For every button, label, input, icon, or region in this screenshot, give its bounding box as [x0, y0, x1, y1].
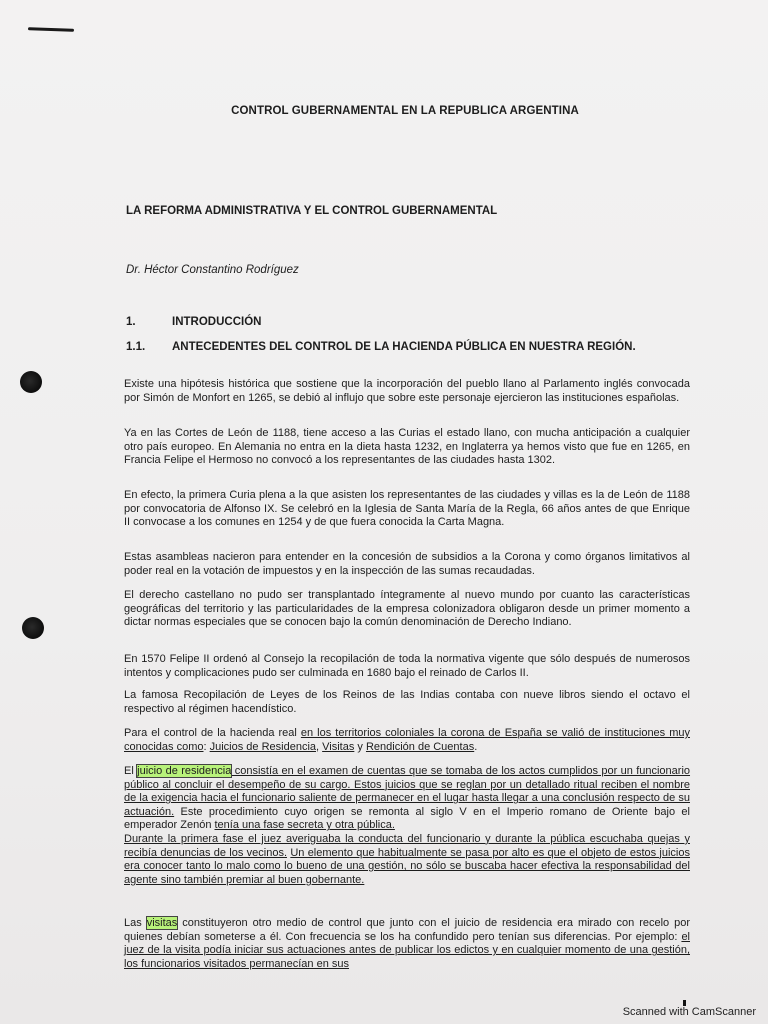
highlighted-term-juicio-de-residencia: juicio de residencia — [137, 765, 232, 777]
text-run: y — [354, 740, 366, 753]
camscanner-watermark: Scanned with CamScanner — [622, 1006, 756, 1018]
section-heading-introduccion — [126, 316, 261, 328]
paragraph-8 — [124, 727, 690, 754]
paragraph-9 — [124, 765, 690, 887]
underlined-text: el juez de la visita podía iniciar sus actuaciones antes de publicar los edictos y en cualquier momento de una gestión, los funcionarios visitados permanecían en sus — [124, 930, 690, 970]
section-title: ANTECEDENTES DEL CONTROL DE LA HACIENDA PÚBLICA EN NUESTRA REGIÓN. — [172, 341, 636, 353]
text-run: , — [316, 740, 323, 753]
section-number: 1.1. — [126, 341, 146, 353]
paragraph-2: Ya en las Cortes de León de 1188, tiene acceso a las Curias el estado llano, con mucha anticipación a cualquier otro país europeo. En Alemania no entra en la dieta hasta 1232, en Inglaterra ya hemos visto que fue en 1265, en Francia Felipe el Hermoso no convocó a los representantes de las ciudades hasta 1302. — [124, 427, 690, 467]
paragraph-6: En 1570 Felipe II ordenó al Consejo la recopilación de toda la normativa vigente que sólo después de numerosos intentos y complicaciones pudo ser culminada en 1680 bajo el reinado de Carlos II. — [124, 653, 690, 679]
highlighted-term-visitas: visitas — [146, 917, 178, 929]
section-title: INTRODUCCIÓN — [172, 316, 262, 328]
author-name: Dr. Héctor Constantino Rodríguez — [126, 264, 299, 276]
paragraph-5: El derecho castellano no pudo ser transplantado íntegramente al nuevo mundo por cuanto las características geográficas del territorio y las particularidades de la empresa colonizadora obligaron desde un primer momento a dictar normas especiales que se conocen bajo la común denominación de Derecho Indiano. — [124, 589, 690, 629]
punch-hole-top — [20, 371, 42, 393]
section-number: 1. — [126, 316, 136, 328]
document-subtitle: LA REFORMA ADMINISTRATIVA Y EL CONTROL GUBERNAMENTAL — [126, 205, 498, 217]
underlined-text: consistía en el examen de cuentas que se tomaba de los actos cumplidos por un funcionario público al concluir el desempeño de su cargo. Estos juicios que se reglan por un detallado ritual reciben el nombre de la exigencia hacia el funcionario saliente de permanecer en el lugar hasta llegar a una conclusión respecto de su actuación. — [124, 765, 691, 818]
text-run: Este procedimiento cuyo origen se remonta al siglo V en el Imperio romano de Oriente bajo el emperador Zenón — [124, 805, 690, 832]
text-run: . — [474, 740, 478, 753]
underlined-text: tenía una fase secreta y otra pública. — [214, 819, 395, 832]
underlined-term-visitas: Visitas — [322, 740, 355, 753]
text-run: constituyeron otro medio de control que junto con el juicio de residencia era mirado con recelo por quienes debían someterse a él. Con frecuencia se los ha confundido pero tenían sus diferencias. Por ejemplo: — [124, 917, 690, 943]
underlined-text: Un elemento que habitualmente se pasa por alto es que el objeto de estos juicios era conocer tanto lo malo como lo bueno de una gestión, no sólo se buscaba hacer efectiva la responsabilidad del agente sino también premiar al buen gobernante. — [124, 846, 690, 886]
text-run: Las — [124, 917, 147, 929]
document-title: CONTROL GUBERNAMENTAL EN LA REPUBLICA ARGENTINA — [231, 105, 579, 117]
paragraph-10 — [124, 917, 690, 971]
underlined-term-rendicion: Rendición de Cuentas — [365, 740, 475, 753]
section-heading-antecedentes — [126, 341, 636, 353]
underlined-term-juicios: Juicios de Residencia — [209, 740, 317, 753]
pen-stroke-mark — [28, 27, 74, 32]
text-run: Para el control de la hacienda real — [124, 727, 301, 739]
paragraph-3: En efecto, la primera Curia plena a la que asisten los representantes de las ciudades y villas es la de León de 1188 por convocatoria de Alfonso IX. Se celebró en la Iglesia de Santa María de la Regla, 66 años antes de que Enrique II convocase a los comunes en 1254 y de que fuera conocida la Carta Magna. — [124, 489, 690, 529]
paragraph-1: Existe una hipótesis histórica que sostiene que la incorporación del pueblo llano al Parlamento inglés convocada por Simón de Monfort en 1265, se debió al influjo que sobre este personaje ejercieron las instituciones españolas. — [124, 378, 690, 404]
text-run: El — [124, 765, 138, 777]
text-run: : — [203, 740, 210, 753]
underlined-text: Durante la primera fase el juez averiguaba la conducta del funcionario y durante la pública escuchaba quejas y recibía denuncias de los vecinos. — [124, 832, 690, 859]
paragraph-7: La famosa Recopilación de Leyes de los Reinos de las Indias contaba con nueve libros siendo el octavo el respectivo al régimen hacendístico. — [124, 689, 690, 715]
paragraph-4: Estas asambleas nacieron para entender en la concesión de subsidios a la Corona y como órganos limitativos al poder real en la votación de impuestos y en la inspección de las sumas recaudadas. — [124, 551, 690, 577]
underlined-text: en los territorios coloniales la corona de España se valió de instituciones muy conocidas como — [124, 727, 690, 753]
punch-hole-bottom — [22, 617, 44, 639]
